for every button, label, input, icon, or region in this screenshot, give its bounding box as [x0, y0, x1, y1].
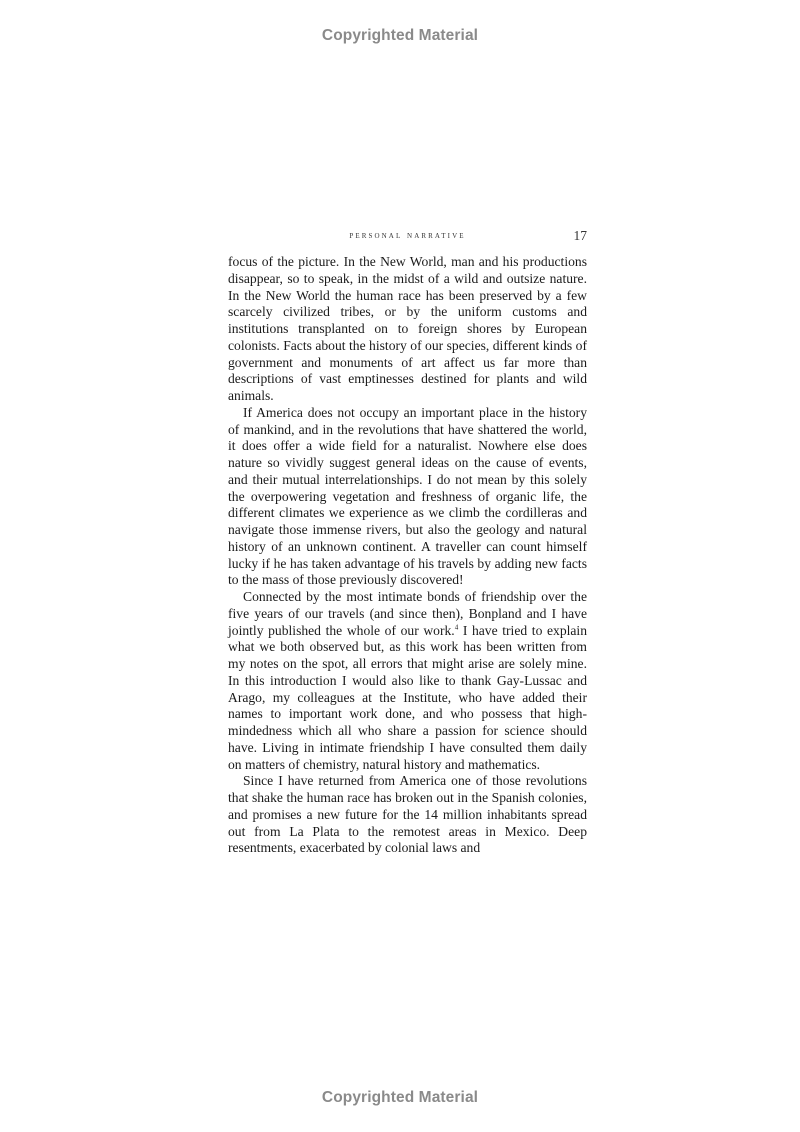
page-text-block	[228, 228, 587, 857]
paragraph-3	[228, 589, 587, 773]
paragraph-2: If America does not occupy an important place in the history of mankind, and in the revolutions that have shattered the world, it does offer a wide field for a naturalist. Nowhere else does nature so vividly suggest general ideas on the cause of events, and their mutual interrelationships. I do not mean by this solely the overpowering vegetation and freshness of organic life, the different climates we experience as we climb the cordilleras and navigate those immense rivers, but also the geology and natural history of an unknown continent. A traveller can count himself lucky if he has taken advantage of his travels by adding new facts to the mass of those previously discovered!	[228, 404, 587, 588]
footnote-marker: 4	[454, 622, 459, 631]
paragraph-4: Since I have returned from America one of those revolutions that shake the human race has broken out in the Spanish colonies, and promises a new future for the 14 million inhabitants spread out from La Plata to the remotest areas in Mexico. Deep resentments, exacerbated by colonial laws and	[228, 773, 587, 856]
paragraph-1: focus of the picture. In the New World, man and his productions disappear, so to speak, in the midst of a wild and outsize nature. In the New World the human race has been preserved by a few scarcely civilized tribes, or by the uniform customs and institutions transplanted on to foreign shores by European colonists. Facts about the history of our species, different kinds of government and monuments of art affect us far more than descriptions of vast emptinesses destined for plants and wild animals.	[228, 254, 587, 403]
paragraph-3-text-before-note: Connected by the most intimate bonds of friendship over the five years of our travels (and since then), Bonpland and I have jointly published the whole of our work.	[228, 589, 587, 638]
page-number: 17	[573, 228, 587, 243]
paragraph-3-text-after-note: I have tried to explain what we both observed but, as this work has been written from my notes on the spot, all errors that might arise are solely mine. In this introduction I would also like to thank Gay-Lussac and Arago, my colleagues at the Institute, who have added their names to important work done, and who possess that high-mindedness which all who share a passion for science should have. Living in intimate friendship I have consulted them daily on matters of chemistry, natural history and mathematics.	[228, 622, 587, 772]
running-head-title: personal narrative	[349, 230, 466, 241]
copyright-watermark-bottom: Copyrighted Material	[321, 1089, 479, 1106]
copyright-watermark-top: Copyrighted Material	[321, 27, 479, 44]
running-head	[228, 228, 587, 250]
